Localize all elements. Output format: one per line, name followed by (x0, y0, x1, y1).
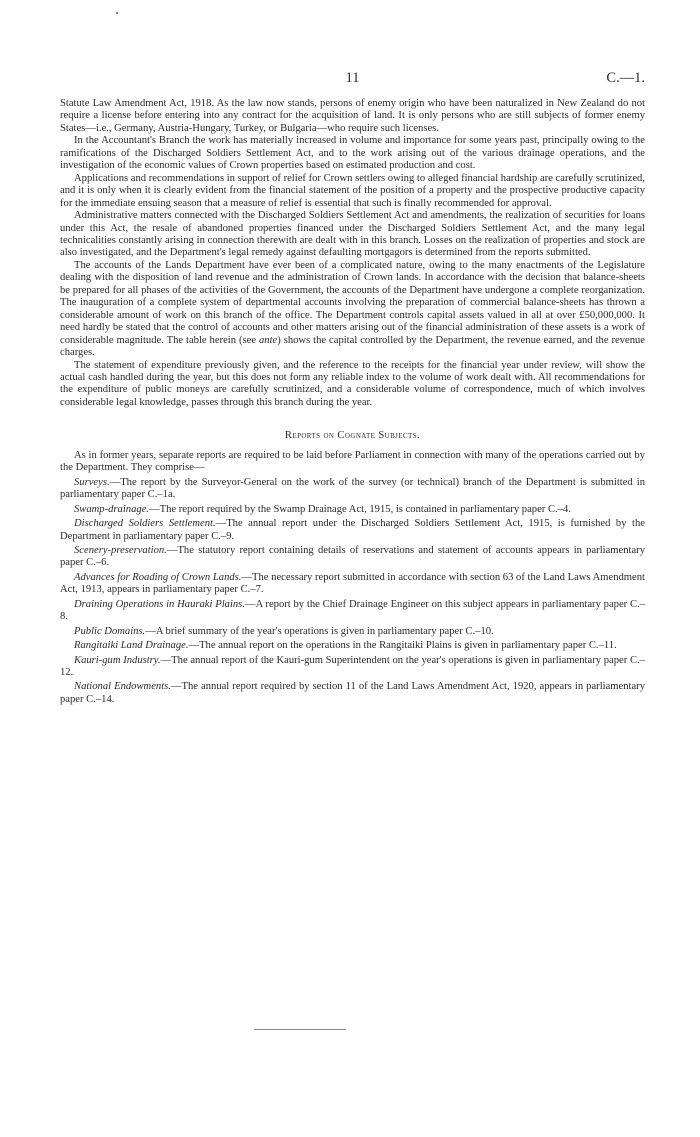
paragraph: As in former years, separate reports are required to be laid before Parliament in connection with many of the operations carried out by the Department. They comprise— (60, 449, 645, 474)
report-text: —The annual report of the Kauri-gum Superintendent on the year's operations is given in parliamentary paper C.–12. (60, 654, 645, 679)
report-item (60, 545, 645, 570)
page-number: 11 (345, 70, 360, 86)
report-title: Public Domains. (74, 625, 146, 637)
report-item (60, 572, 645, 597)
paragraph: In the Accountant's Branch the work has materially increased in volume and importance for some years past, principally owing to the ramifications of the Discharged Soldiers Settlement Act, and to the work arising out of the various drainage operations, and the investigation of the economic values of Crown properties based on estimated production and cost. (60, 135, 645, 172)
report-item (60, 518, 645, 543)
report-item (60, 504, 645, 516)
paragraph-text: The accounts of the Lands Department have ever been of a complicated nature, owing to the many enactments of the Legislature dealing with the disposition of land revenue and the administration of Crown lands. In accordance with the decision that balance-sheets be prepared for all phases of the activities of the Government, the accounts of the Department have undergone a complete reorganization. The inauguration of a complete system of departmental accounts involving the preparation of commercial balance-sheets has thrown a considerable amount of work on this branch of the office. The Department controls capital assets valued in all at over £50,000,000. It need hardly be stated that the control of accounts and other matters arising out of the financial administration of these assets is a work of considerable magnitude. The table herein (see (60, 259, 645, 346)
report-text: —A brief summary of the year's operations is given in parliamentary paper C.–10. (145, 625, 494, 637)
report-text: —A report by the Chief Drainage Engineer on this subject appears in parliamentary paper C.–8. (60, 598, 645, 623)
report-item (60, 626, 645, 638)
paragraph (60, 260, 645, 360)
paragraph: The statement of expenditure previously given, and the reference to the receipts for the financial year under review, will show the actual cash handled during the year, but this does not form any reliable index to the volume of work dealt with. All recommendations for the expenditure of public moneys are carefully scrutinized, and a considerable volume of correspondence, much of which involves considerable legal knowledge, passes through this branch during the year. (60, 359, 645, 408)
report-item (60, 655, 645, 680)
report-item (60, 681, 645, 706)
report-title: National Endowments. (74, 681, 171, 693)
report-title: Draining Operations in Hauraki Plains. (74, 598, 245, 610)
report-title: Kauri-gum Industry. (74, 654, 161, 666)
report-text: —The report required by the Swamp Drainage Act, 1915, is contained in parliamentary paper C.–4. (149, 503, 571, 515)
document-body (60, 98, 645, 706)
paragraph: Statute Law Amendment Act, 1918. As the law now stands, persons of enemy origin who have been naturalized in New Zealand do not require a license before entering into any contract for the acquisition of land. It is only persons who are still subjects of former enemy States—i.e., Germany, Austria-Hungary, Turkey, or Bulgaria—who require such licenses. (60, 98, 645, 134)
report-title: Scenery-preservation. (74, 544, 167, 556)
report-text: —The report by the Surveyor-General on the work of the survey (or technical) branch of the Department is submitted in parliamentary paper C.–1a. (60, 476, 645, 501)
paragraph-text: ) shows the capital controlled by the Department, the revenue earned, and the revenue charges. (60, 334, 645, 359)
report-title: Swamp-drainage. (74, 503, 150, 515)
report-text: —The annual report on the operations in the Rangitaiki Plains is given in parliamentary paper C.–11. (188, 640, 617, 652)
report-title: Advances for Roading of Crown Lands. (74, 571, 242, 583)
report-title: Discharged Soldiers Settlement. (74, 518, 216, 530)
report-title: Surveys. (74, 476, 110, 488)
report-item (60, 477, 645, 502)
italic-term: ante (258, 334, 278, 346)
report-text: —The statutory report containing details of reservations and statement of accounts appears in parliamentary paper C.–6. (60, 544, 645, 569)
section-heading: Reports on Cognate Subjects. (284, 430, 421, 442)
report-text: —The annual report required by section 11 of the Land Laws Amendment Act, 1920, appears in parliamentary paper C.–14. (60, 681, 645, 705)
report-item (60, 599, 645, 624)
report-title: Rangitaiki Land Drainage. (74, 640, 189, 652)
report-list (60, 477, 645, 707)
closing-rule (254, 1029, 346, 1030)
page-header (60, 70, 645, 92)
paragraph: Applications and recommendations in support of relief for Crown settlers owing to alleged financial hardship are carefully scrutinized, and it is only when it is clearly evident from the financial statement of the position of a property and the prospective productive capacity for the immediate ensuing season that a measure of relief is essential that such is finally recommended for approval. (60, 172, 645, 209)
document-reference: C.—1. (606, 70, 645, 86)
report-text: —The annual report under the Discharged Soldiers Settlement Act, 1915, is furnished by the Department in parliamentary paper C.–9. (60, 518, 645, 542)
paragraph: Administrative matters connected with the Discharged Soldiers Settlement Act and amendments, the realization of securities for loans under this Act, the resale of abandoned properties financed under the Discharged Soldiers Settlement Act, and the many legal technicalities constantly arising in connection therewith are dealt with in this branch. Losses on the realization of properties and stock are also investigated, and the Department's legal remedy against defaulting mortgagors is determined from the reports submitted. (60, 210, 645, 259)
report-item (60, 640, 645, 652)
margin-speck (116, 12, 118, 14)
report-text: —The necessary report submitted in accordance with section 63 of the Land Laws Amendment Act, 1913, appears in parliamentary paper C.–7. (60, 571, 645, 596)
